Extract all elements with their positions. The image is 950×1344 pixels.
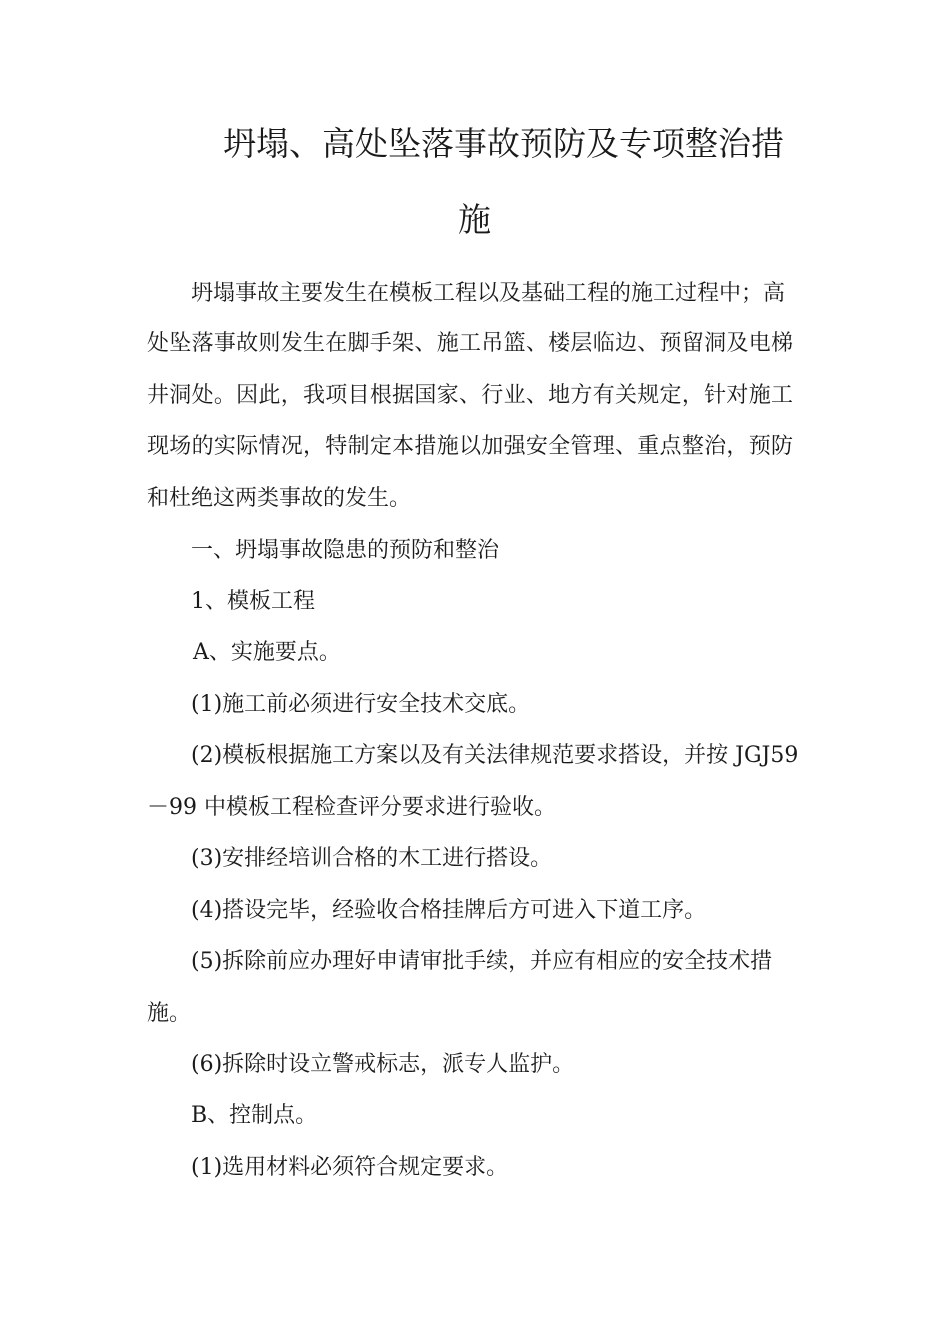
part-a-item-1: (1)施工前必须进行安全技术交底。 [191, 692, 531, 717]
intro-line-4: 现场的实际情况，特制定本措施以加强安全管理、重点整治，预防 [147, 434, 793, 459]
part-a-item-4: (4)搭设完毕，经验收合格挂牌后方可进入下道工序。 [191, 898, 707, 923]
part-a-item-5-line-2: 施。 [147, 1001, 192, 1026]
part-a-item-2-line-1: (2)模板根据施工方案以及有关法律规范要求搭设，并按 JGJ59 [191, 743, 799, 768]
part-a-item-2-line-2: －99 中模板工程检查评分要求进行验收。 [147, 795, 556, 820]
part-b-item-1: (1)选用材料必须符合规定要求。 [191, 1155, 509, 1180]
intro-line-1: 坍塌事故主要发生在模板工程以及基础工程的施工过程中；高 [191, 281, 786, 306]
document-title-line-2: 施 [458, 200, 491, 239]
intro-line-2: 处坠落事故则发生在脚手架、施工吊篮、楼层临边、预留洞及电梯 [147, 331, 793, 356]
part-a-item-3: (3)安排经培训合格的木工进行搭设。 [191, 846, 553, 871]
part-a-item-5-line-1: (5)拆除前应办理好申请审批手续，并应有相应的安全技术措 [191, 949, 773, 974]
document-title-line-1: 坍塌、高处坠落事故预防及专项整治措 [223, 124, 784, 163]
subsection-heading: 1、模板工程 [191, 589, 315, 614]
part-b-heading: B、控制点。 [191, 1103, 318, 1128]
intro-line-3: 井洞处。因此，我项目根据国家、行业、地方有关规定，针对施工 [147, 383, 793, 408]
part-a-item-6: (6)拆除时设立警戒标志，派专人监护。 [191, 1052, 575, 1077]
part-a-heading: A、实施要点。 [193, 640, 341, 665]
intro-line-5: 和杜绝这两类事故的发生。 [147, 486, 412, 511]
section-heading: 一、坍塌事故隐患的预防和整治 [191, 538, 500, 563]
